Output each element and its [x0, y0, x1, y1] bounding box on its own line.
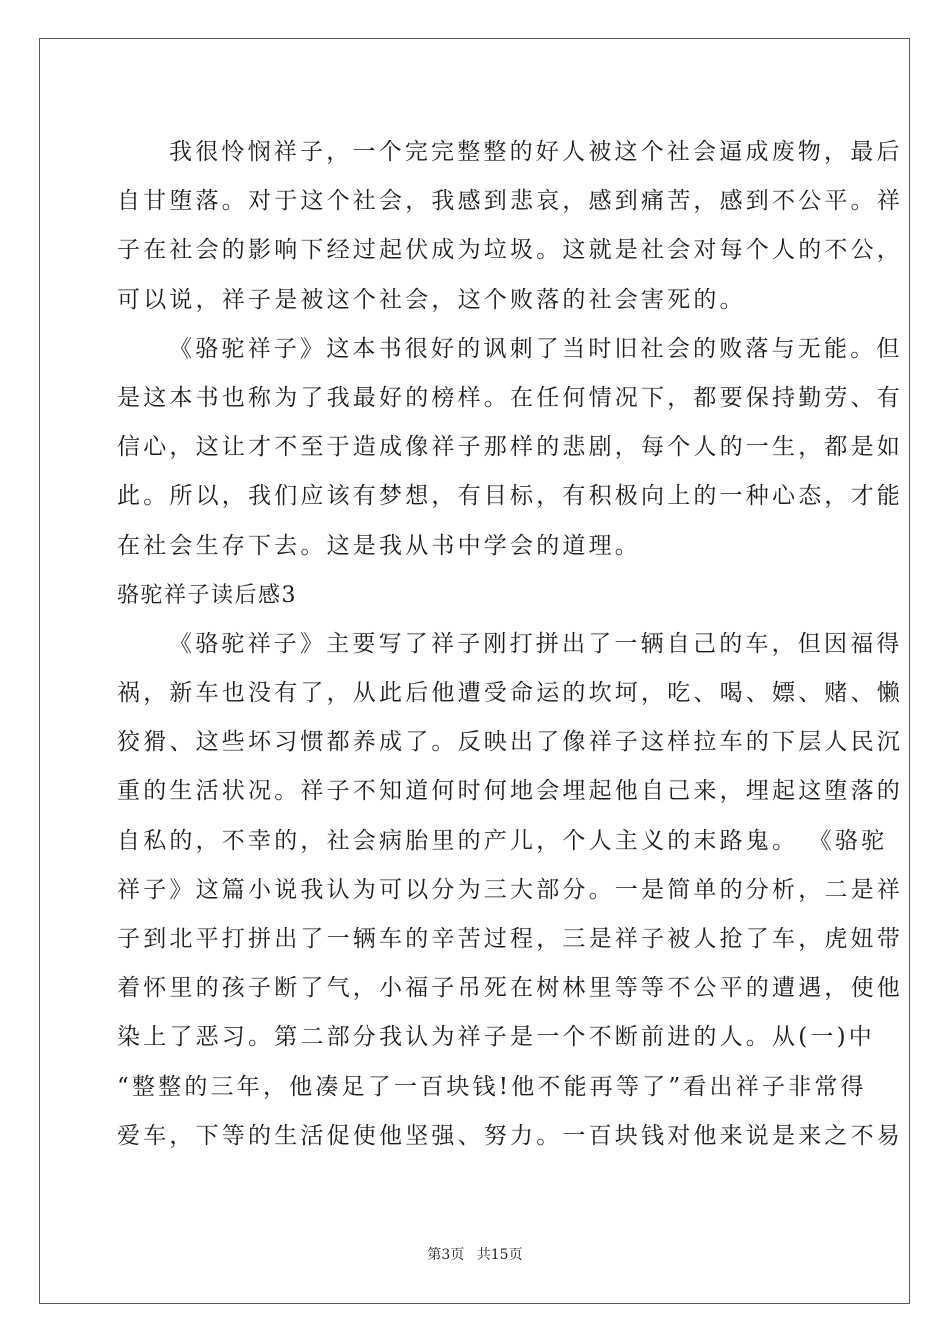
page-number: 第3页 [427, 1247, 465, 1263]
text-line: 重的生活状况。祥子不知道何时何地会埋起他自己来，埋起这堕落的 [117, 778, 903, 805]
text-line: 染上了恶习。第二部分我认为祥子是一个不断前进的人。从(一)中 [117, 1024, 875, 1051]
page-footer [0, 1244, 950, 1264]
paragraph [117, 128, 903, 325]
paragraph [117, 325, 903, 571]
paragraph [117, 620, 903, 1161]
text-line: 此。所以，我们应该有梦想，有目标，有积极向上的一种心态，才能 [117, 483, 903, 510]
page-total: 共15页 [476, 1247, 523, 1263]
text-line: 在社会生存下去。这是我从书中学会的道理。 [117, 532, 641, 559]
text-line: 祸，新车也没有了，从此后他遭受命运的坎坷，吃、喝、嫖、赌、懒 [117, 680, 903, 707]
text-line: 《骆驼祥子》这本书很好的讽刺了当时旧社会的败落与无能。但 [169, 335, 903, 362]
document-body [117, 128, 903, 1161]
text-line: 祥子》这篇小说我认为可以分为三大部分。一是简单的分析，二是祥 [117, 876, 903, 903]
text-line: 可以说，祥子是被这个社会，这个败落的社会害死的。 [117, 286, 746, 313]
text-line: 自甘堕落。对于这个社会，我感到悲哀，感到痛苦，感到不公平。祥 [117, 188, 903, 215]
text-line: 自私的，不幸的，社会病胎里的产儿，个人主义的末路鬼。 《骆驼 [117, 827, 888, 854]
text-line: 子到北平打拼出了一辆车的辛苦过程，三是祥子被人抢了车，虎妞带 [117, 926, 903, 952]
text-line: 着怀里的孩子断了气，小福子吊死在树林里等等不公平的遭遇，使他 [117, 975, 903, 1002]
text-line: 狡猾、这些坏习惯都养成了。反映出了像祥子这样拉车的下层人民沉 [117, 729, 903, 756]
text-line: “整整的三年，他凑足了一百块钱!他不能再等了”看出祥子非常得 [117, 1073, 867, 1100]
text-line: 《骆驼祥子》主要写了祥子刚打拼出了一辆自己的车，但因福得 [169, 630, 903, 657]
text-line: 我很怜悯祥子，一个完完整整的好人被这个社会逼成废物，最后 [169, 139, 903, 165]
section-heading: 骆驼祥子读后感3 [117, 582, 297, 608]
text-line: 子在社会的影响下经过起伏成为垃圾。这就是社会对每个人的不公， [117, 237, 903, 264]
text-line: 爱车，下等的生活促使他坚强、努力。一百块钱对他来说是来之不易 [117, 1122, 903, 1149]
text-line: 是这本书也称为了我最好的榜样。在任何情况下，都要保持勤劳、有 [117, 384, 903, 411]
text-line: 信心，这让才不至于造成像祥子那样的悲剧，每个人的一生，都是如 [117, 434, 903, 461]
